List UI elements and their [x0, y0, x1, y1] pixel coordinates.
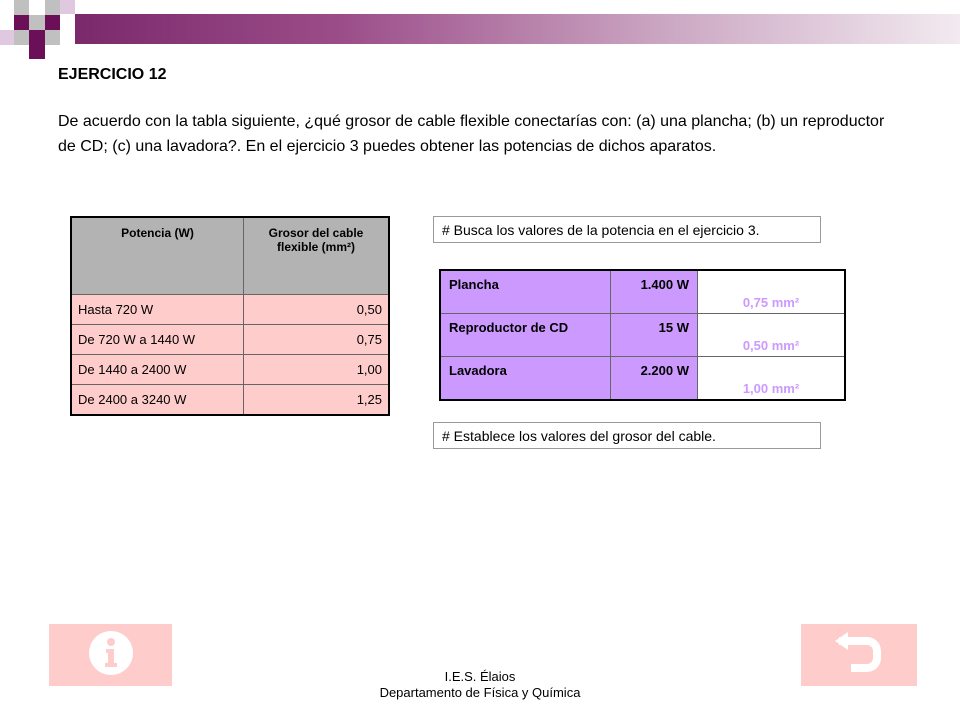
deco-square	[45, 30, 60, 45]
table-row	[71, 385, 389, 416]
appliance-name-cell: Reproductor de CD	[440, 314, 611, 357]
column-header-power: Potencia (W)	[71, 217, 244, 295]
table-row	[440, 270, 845, 314]
thickness-cell: 0,75	[244, 325, 390, 355]
power-range-cell: De 720 W a 1440 W	[71, 325, 244, 355]
appliance-power-cell: 1.400 W	[611, 270, 698, 314]
exercise-statement: De acuerdo con la tabla siguiente, ¿qué grosor de cable flexible conectarías con: (a) una plancha; (b) un reproductor de CD; (c) una lavadora?. En el ejercicio 3 puedes obtener las potencias de dichos aparatos.	[58, 113, 885, 155]
deco-square	[29, 15, 45, 30]
appliance-power-cell: 2.200 W	[611, 357, 698, 401]
answer-cell: 1,00 mm²	[698, 357, 846, 401]
appliance-name-cell: Lavadora	[440, 357, 611, 401]
table-row	[71, 325, 389, 355]
table-row	[71, 295, 389, 325]
deco-square	[14, 30, 29, 45]
answer-cell: 0,50 mm²	[698, 314, 846, 357]
table-row	[71, 355, 389, 385]
school-name: I.E.S. Élaios	[444, 669, 516, 684]
thickness-cell: 0,50	[244, 295, 390, 325]
deco-square	[14, 0, 29, 15]
deco-square	[45, 15, 60, 30]
footer	[0, 669, 960, 701]
appliance-power-cell: 15 W	[611, 314, 698, 357]
power-reference-table	[70, 216, 390, 416]
appliance-table	[439, 269, 846, 401]
header-gradient-bar	[75, 14, 960, 44]
deco-square	[60, 0, 75, 14]
deco-square	[14, 15, 29, 30]
answer-cell: 0,75 mm²	[698, 270, 846, 314]
hint-set-thickness[interactable]: # Establece los valores del grosor del cable.	[433, 422, 821, 449]
deco-square	[29, 45, 45, 59]
table-row	[440, 357, 845, 401]
deco-square	[29, 30, 45, 45]
table-row	[440, 314, 845, 357]
hint-find-power[interactable]: # Busca los valores de la potencia en el ejercicio 3.	[433, 216, 821, 243]
deco-square	[0, 30, 14, 45]
deco-square	[45, 0, 60, 15]
appliance-name-cell: Plancha	[440, 270, 611, 314]
power-range-cell: Hasta 720 W	[71, 295, 244, 325]
thickness-cell: 1,00	[244, 355, 390, 385]
column-header-thickness: Grosor del cable flexible (mm²)	[244, 217, 390, 295]
department-name: Departamento de Física y Química	[379, 685, 581, 700]
exercise-title: EJERCICIO 12	[58, 66, 167, 83]
power-range-cell: De 1440 a 2400 W	[71, 355, 244, 385]
power-range-cell: De 2400 a 3240 W	[71, 385, 244, 416]
thickness-cell: 1,25	[244, 385, 390, 416]
